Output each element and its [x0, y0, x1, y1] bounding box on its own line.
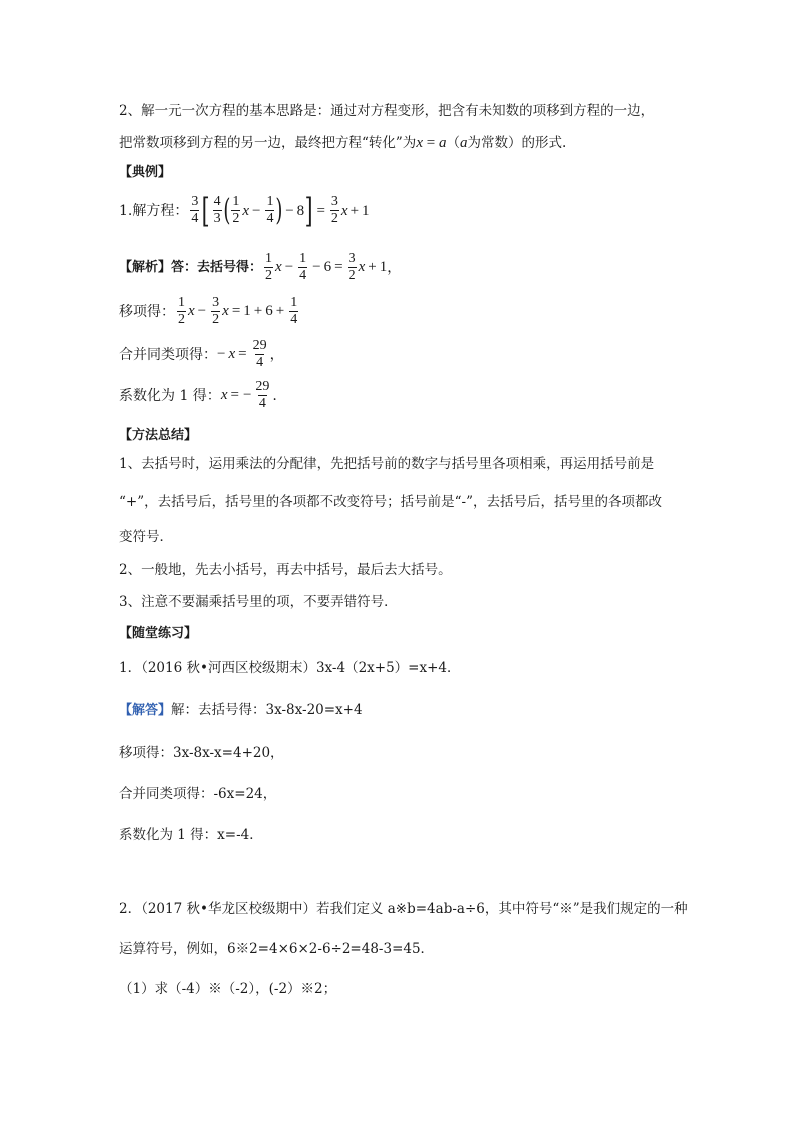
practice-q2-line-2: 运算符号，例如，6※2=4×6×2-6÷2=48-3=45．	[119, 941, 435, 957]
number-1: 1	[243, 303, 251, 320]
var-x: x	[242, 202, 250, 219]
left-square-bracket: [	[202, 191, 210, 231]
intro-line-2	[119, 136, 566, 151]
number-6: 6	[265, 303, 273, 320]
solution-step-expand	[119, 252, 401, 283]
fraction-3-4: $\frac{3}{4}$	[191, 194, 199, 227]
number-8: 8	[296, 202, 305, 219]
summary-line-3: 变符号．	[119, 529, 173, 545]
fraction-29-4: $\frac{29}{4}$	[252, 338, 267, 370]
plus-sign: +	[275, 303, 285, 320]
practice-q1: 1．（2016 秋•河西区校级期末）3x-4（2x+5）=x+4．	[119, 660, 461, 676]
fraction-1-2: $\frac{1}{2}$	[232, 194, 240, 227]
summary-heading: 【方法总结】	[119, 428, 198, 443]
practice-q2-line-1: 2．（2017 秋•华龙区校级期中）若我们定义 a※b=4ab-a÷6，其中符号“※”是我们规定的一种	[119, 901, 688, 917]
plus-sign: +	[253, 303, 263, 320]
var-x: x	[340, 202, 348, 219]
minus-sign: −	[242, 387, 252, 404]
paren-open: （	[446, 135, 460, 151]
comma: ，	[269, 346, 284, 363]
minus-sign: −	[217, 346, 226, 363]
var-x: x	[416, 135, 423, 151]
summary-line-4: 2、一般地，先去小括号，再去中括号，最后去大括号。	[119, 562, 452, 578]
equals-sign: =	[316, 202, 325, 219]
comma: ，	[387, 259, 402, 276]
fraction-3-2: $\frac{3}{2}$	[212, 295, 220, 327]
fraction-1-2: $\frac{1}{2}$	[265, 251, 273, 283]
answer-tag: 【解答】	[119, 703, 172, 718]
equals-sign: =	[334, 259, 343, 276]
summary-line-2: “+”，去括号后，括号里的各项都不改变符号；括号前是“-”，去括号后，括号里的各项都改	[119, 494, 662, 510]
equals-sign: =	[238, 346, 247, 363]
answer-text: 解：去括号得：3x-8x-20=x+4	[171, 702, 363, 718]
fraction-29-4: $\frac{29}{4}$	[255, 379, 270, 411]
var-x: x	[228, 346, 236, 363]
minus-sign: −	[284, 259, 294, 276]
example-problem	[119, 191, 370, 231]
fraction-1-4: $\frac{1}{4}$	[266, 194, 274, 227]
var-x: x	[222, 303, 229, 320]
example-heading: 【典例】	[119, 165, 172, 180]
minus-sign: −	[312, 259, 321, 276]
fraction-4-3: $\frac{4}{3}$	[213, 194, 221, 227]
coef-label: 系数化为 1 得：	[119, 387, 221, 404]
var-x: x	[188, 303, 195, 320]
intro-text: 把常数项移到方程的另一边，最终把方程“转化”为	[119, 135, 417, 151]
var-a: a	[438, 135, 447, 151]
right-square-bracket: ]	[304, 191, 313, 231]
practice-a1-line-4: 系数化为 1 得：x=-4．	[119, 827, 263, 843]
right-paren: )	[275, 193, 283, 228]
practice-a1-line-2: 移项得：3x-8x-x=4+20，	[119, 745, 284, 761]
combine-label: 合并同类项得：	[119, 346, 217, 363]
fraction-1-4: $\frac{1}{4}$	[290, 295, 298, 327]
practice-q2-line-3: （1）求（-4）※（-2），(-2）※2；	[119, 981, 337, 997]
intro-text-end: 为常数）的形式.	[467, 135, 567, 151]
fraction-3-2: $\frac{3}{2}$	[330, 194, 338, 227]
practice-heading: 【随堂练习】	[119, 626, 198, 641]
summary-line-5: 3、注意不要漏乘括号里的项，不要弄错符号．	[119, 594, 398, 610]
equals-sign: =	[422, 135, 439, 151]
solution-label: 【解析】答：去括号得：	[119, 260, 263, 276]
var-x: x	[358, 259, 366, 276]
var-a: a	[459, 135, 468, 151]
solution-step-move	[119, 296, 300, 327]
practice-a1-line-3: 合并同类项得：-6x=24，	[119, 786, 277, 802]
plus-sign: +	[350, 202, 360, 219]
equals-sign: =	[231, 303, 241, 320]
var-x: x	[220, 387, 228, 404]
number-1: 1	[362, 202, 370, 219]
equals-sign: =	[230, 387, 239, 404]
fraction-1-4: $\frac{1}{4}$	[299, 251, 307, 283]
fraction-3-2: $\frac{3}{2}$	[348, 251, 356, 283]
var-x: x	[275, 259, 282, 276]
solution-step-coefficient	[119, 380, 277, 411]
move-label: 移项得：	[119, 303, 175, 320]
summary-line-1: 1、去括号时，运用乘法的分配律，先把括号前的数字与括号里各项相乘，再运用括号前是	[119, 456, 655, 472]
left-paren: (	[222, 193, 230, 228]
period: .	[272, 387, 277, 404]
number-6: 6	[323, 259, 332, 276]
minus-sign: −	[285, 202, 294, 219]
plus-sign: +	[368, 259, 377, 276]
practice-a1-line-1	[119, 704, 363, 718]
solution-step-combine	[119, 339, 284, 370]
intro-line-1: 2、解一元一次方程的基本思路是：通过对方程变形，把含有未知数的项移到方程的一边，	[119, 103, 655, 119]
minus-sign: −	[252, 202, 261, 219]
minus-sign: −	[197, 303, 207, 320]
fraction-1-2: $\frac{1}{2}$	[178, 295, 185, 327]
problem-prefix: 1.解方程：	[119, 203, 189, 219]
number-1: 1	[379, 259, 388, 276]
